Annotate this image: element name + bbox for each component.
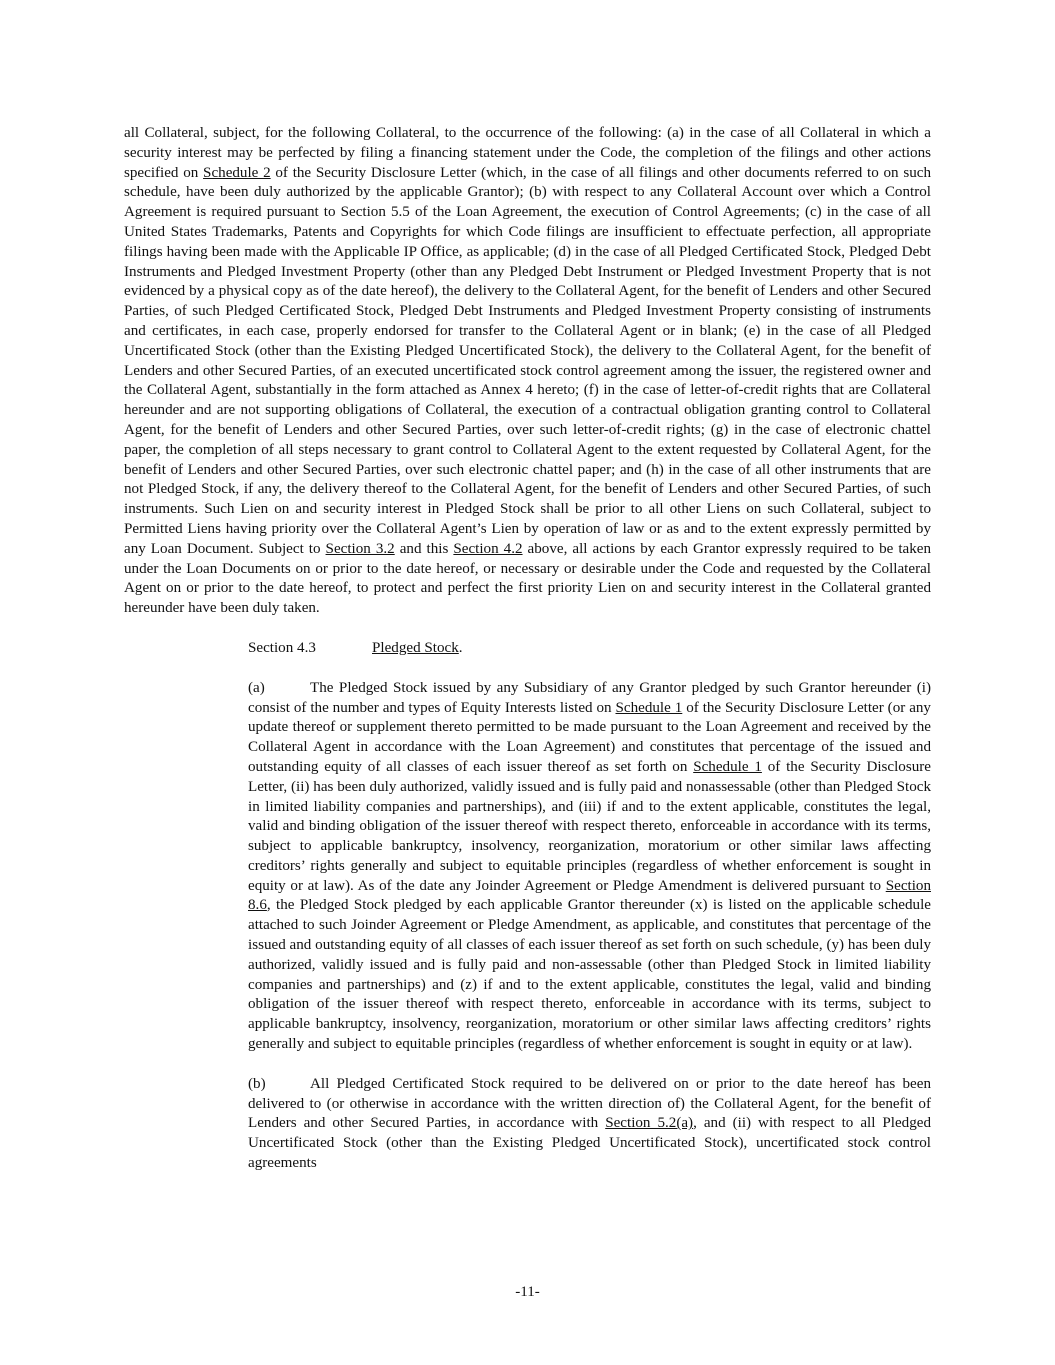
section-number: Section 4.3	[248, 639, 316, 656]
paragraph-text: above, all actions by each Grantor expressly required to be taken under the Loan Documents on or prior to the date hereof, or necessary or desirable under the Code and requested by the Collateral Agent on or prior to the date hereof, to protect and perfect the first priority Lien on and security interest in the Collateral granted hereunder have been duly taken.	[124, 540, 932, 617]
clause-label-b: (b)	[248, 1075, 266, 1092]
section-title: Pledged Stock	[372, 639, 459, 656]
paragraph-text: of the Security Disclosure Letter (which, in the case of all filings and other documents referred to on such schedule, have been duly authorized by the applicable Grantor); (b) with respect to any Collateral Account over which a Control Agreement is required pursuant to Section 5.5 of the Loan Agreement, the execution of Control Agreements; (c) in the case of all United States Trademarks, Patents and Copyrights for which Code filings are insufficient to effectuate perfection, all appropriate filings having been made with the Applicable IP Office, as applicable; (d) in the case of all Pledged Certificated Stock, Pledged Debt Instruments and Pledged Investment Property (other than any Pledged Debt Instrument or Pledged Investment Property that is not evidenced by a physical copy as of the date hereof), the delivery to the Collateral Agent, for the benefit of Lenders and other Secured Parties, of such Pledged Certificated Stock, Pledged Debt Instruments and Pledged Investment Property consisting of instruments and certificates, in each case, properly endorsed for transfer to the Collateral Agent or in blank; (e) in the case of all Pledged Uncertificated Stock (other than the Existing Pledged Uncertificated Stock), the delivery to the Collateral Agent, for the benefit of Lenders and other Secured Parties, of an executed uncertificated stock control agreement among the issuer, the registered owner and the Collateral Agent, substantially in the form attached as Annex 4 hereto; (f) in the case of letter-of-credit rights that are Collateral hereunder and are not supporting obligations of Collateral, the execution of a contractual obligation granting control to Collateral Agent, for the benefit of Lenders and other Secured Parties, over such letter-of-credit rights; (g) in the case of electronic chattel paper, the completion of all steps necessary to grant control to Collateral Agent to the extent requested by Collateral Agent, for the benefit of Lenders and other Secured Parties, over such electronic chattel paper; and (h) in the case of all other instruments that are not Pledged Stock, if any, the delivery thereof to the Collateral Agent, for the benefit of Lenders and other Secured Parties, of such instruments. Such Lien on and security interest in Pledged Stock shall be prior to all other Liens on such Collateral, subject to Permitted Liens having priority over the Collateral Agent’s Lien by operation of law or as and to the extent expressly permitted by any Loan Document. Subject to	[124, 164, 931, 557]
section-3-2-reference: Section 3.2	[325, 540, 395, 557]
section-5-2a-reference: Section 5.2(a)	[605, 1115, 694, 1132]
paragraph-text: and this	[394, 540, 454, 557]
paragraph-text: The Pledged Stock issued by any Subsidiary of any Grantor pledged by such Grantor hereunder (i) consist of the number and types of Equity Interests listed on	[248, 679, 931, 716]
document-page	[124, 124, 931, 1174]
section-4-2-reference: Section 4.2	[453, 540, 523, 557]
schedule-1-reference: Schedule 1	[693, 758, 762, 775]
clause-label-a: (a)	[248, 679, 265, 696]
schedule-1-reference: Schedule 1	[615, 699, 683, 716]
paragraph-text: of the Security Disclosure Letter (or any update thereof or supplement thereto permitted to be made pursuant to the Loan Agreement and received by the Collateral Agent in accordance with the Loan Agreement) and constitutes that percentage of the issued and outstanding equity of all classes of each issuer thereof as set forth on	[248, 699, 931, 775]
pledged-stock-paragraph-b	[124, 1075, 931, 1174]
section-heading	[124, 639, 931, 659]
section-8-6-reference: Section 8.6	[248, 877, 931, 914]
schedule-2-reference: Schedule 2	[203, 164, 271, 181]
paragraph-text: , the Pledged Stock pledged by each applicable Grantor thereunder (x) is listed on the applicable schedule attached to such Joinder Agreement or Pledge Amendment, as applicable, and constitutes that percentage of the issued and outstanding equity of all classes of each issuer thereof as set forth on such schedule, (y) has been duly authorized, validly issued and is fully paid and non-assessable (other than Pledged Stock in limited liability companies and partnerships) and (z) if and to the extent applicable, constitutes the legal, valid and binding obligation of the issuer thereof with respect thereto, enforceable in accordance with its terms, subject to applicable bankruptcy, insolvency, reorganization, moratorium or other similar laws affecting creditors’ rights generally and subject to equitable principles (regardless of whether enforcement is sought in equity or at law).	[248, 897, 931, 1053]
section-title-period: .	[458, 639, 463, 656]
paragraph-text: of the Security Disclosure Letter, (ii) has been duly authorized, validly issued and is fully paid and nonassessable (other than Pledged Stock in limited liability companies and partnerships), and (iii) if and to the extent applicable, constitutes the legal, valid and binding obligation of the issuer thereof with respect thereto, enforceable in accordance with its terms, subject to applicable bankruptcy, insolvency, reorganization, moratorium or other similar laws affecting creditors’ rights generally and subject to equitable principles (regardless of whether enforcement is sought in equity or at law). As of the date any Joinder Agreement or Pledge Amendment is delivered pursuant to	[248, 758, 931, 894]
paragraph-text: All Pledged Certificated Stock required to be delivered on or prior to the date hereof has been delivered to (or otherwise in accordance with the written direction of) the Collateral Agent, for the benefit of Lenders and other Secured Parties, in accordance with	[248, 1075, 931, 1132]
paragraph-text: , and (ii) with respect to all Pledged Uncertificated Stock (other than the Existing Pledged Uncertificated Stock), uncertificated stock control agreements	[248, 1115, 932, 1172]
collateral-perfection-paragraph	[124, 124, 931, 619]
paragraph-text: all Collateral, subject, for the following Collateral, to the occurrence of the following: (a) in the case of all Collateral in which a security interest may be perfected by filing a financing statement under the Code, the completion of the filings and other actions specified on	[124, 125, 931, 181]
page-number: -11-	[515, 1284, 540, 1300]
pledged-stock-paragraph-a	[124, 679, 931, 1055]
